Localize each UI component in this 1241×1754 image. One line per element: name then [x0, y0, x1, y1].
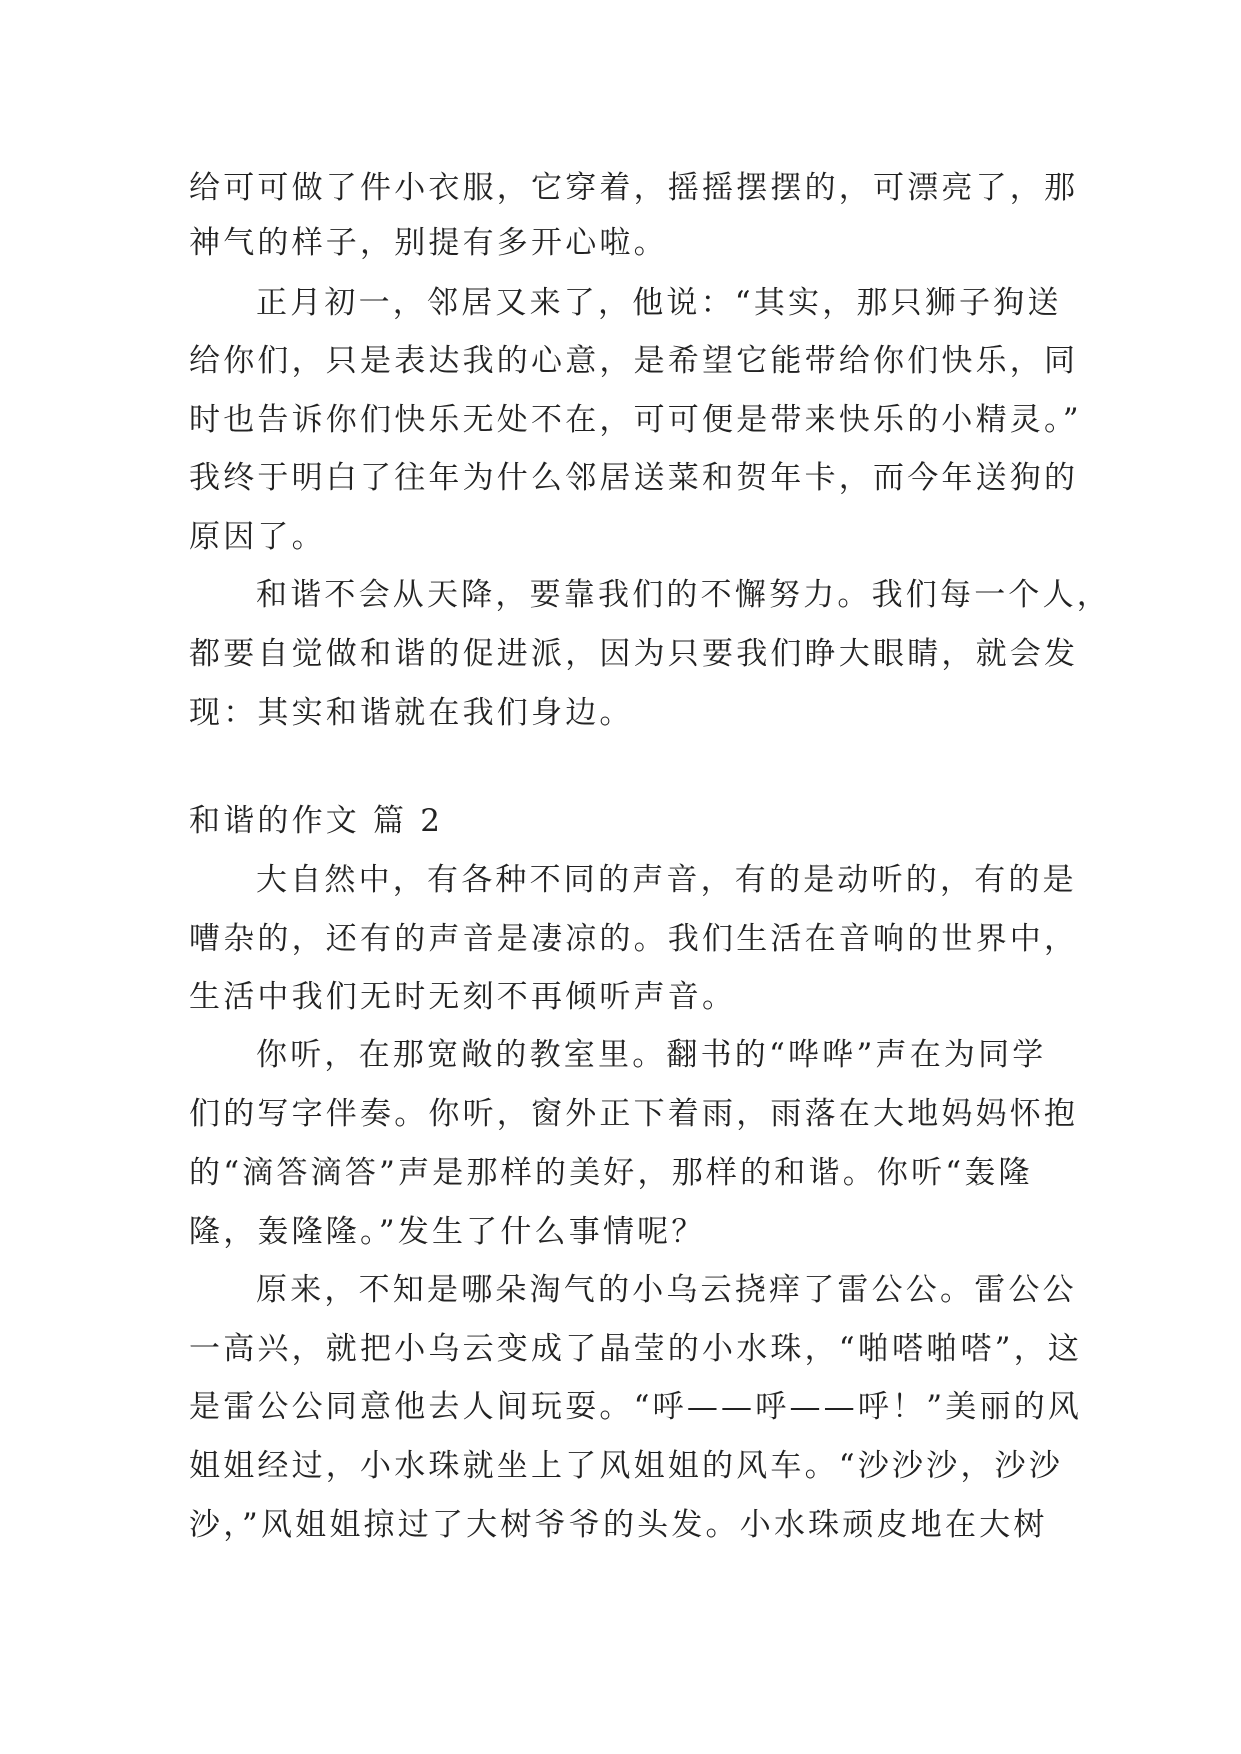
text-line: 和谐不会从天降，要靠我们的不懈努力。我们每一个人， — [256, 577, 1111, 613]
text-line: 现：其实和谐就在我们身边。 — [189, 695, 634, 731]
text-line: 是雷公公同意他去人间玩耍。“呼——呼——呼！”美丽的风 — [189, 1389, 1083, 1425]
text-line: 沙，”风姐姐掠过了大树爷爷的头发。小水珠顽皮地在大树 — [189, 1507, 1048, 1543]
text-line: 都要自觉做和谐的促进派，因为只要我们睁大眼睛，就会发 — [189, 636, 1079, 672]
text-line: 给可可做了件小衣服，它穿着，摇摇摆摆的，可漂亮了，那 — [189, 170, 1079, 206]
text-line: 时也告诉你们快乐无处不在，可可便是带来快乐的小精灵。” — [189, 402, 1082, 438]
text-line: 原来，不知是哪朵淘气的小乌云挠痒了雷公公。雷公公 — [256, 1272, 1077, 1308]
text-line: 正月初一，邻居又来了，他说：“其实，那只狮子狗送 — [256, 285, 1062, 321]
text-line: 姐姐经过，小水珠就坐上了风姐姐的风车。“沙沙沙，沙沙 — [189, 1448, 1064, 1484]
text-line: 神气的样子，别提有多开心啦。 — [189, 225, 668, 261]
text-line: 给你们，只是表达我的心意，是希望它能带给你们快乐，同 — [189, 343, 1079, 379]
text-line: 隆，轰隆隆。”发生了什么事情呢？ — [189, 1214, 706, 1250]
text-line: 们的写字伴奏。你听，窗外正下着雨，雨落在大地妈妈怀抱 — [189, 1096, 1079, 1132]
section-heading: 和谐的作文 篇 2 — [189, 803, 444, 839]
text-line: 的“滴答滴答”声是那样的美好，那样的和谐。你听“轰隆 — [189, 1155, 1033, 1191]
text-line: 嘈杂的，还有的声音是凄凉的。我们生活在音响的世界中， — [189, 921, 1079, 957]
text-line: 一高兴，就把小乌云变成了晶莹的小水珠，“啪嗒啪嗒”，这 — [189, 1331, 1083, 1367]
text-line: 大自然中，有各种不同的声音，有的是动听的，有的是 — [256, 862, 1077, 898]
text-line: 生活中我们无时无刻不再倾听声音。 — [189, 979, 737, 1015]
text-line: 你听，在那宽敞的教室里。翻书的“哗哗”声在为同学 — [256, 1037, 1047, 1073]
text-line: 原因了。 — [189, 519, 326, 555]
text-line: 我终于明白了往年为什么邻居送菜和贺年卡，而今年送狗的 — [189, 460, 1079, 496]
